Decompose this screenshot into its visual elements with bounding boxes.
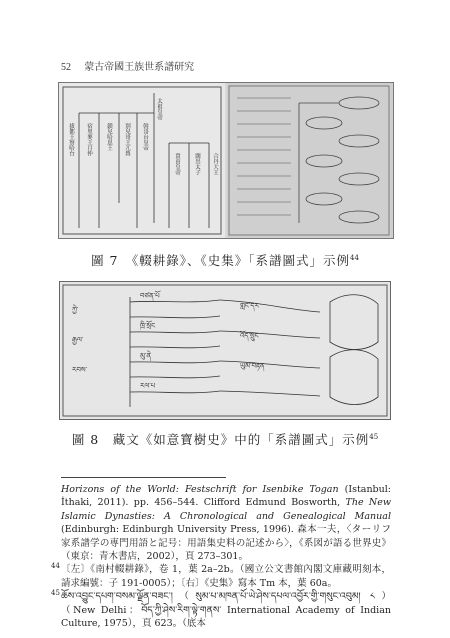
svg-text:བཙན་པོ: བཙན་པོ xyxy=(140,292,160,300)
svg-text:斡哥台皇帝: 斡哥台皇帝 xyxy=(142,123,148,151)
figure-7-image xyxy=(58,82,394,239)
figure-8-footnote-ref: 45 xyxy=(369,432,379,441)
footnote-44-text: 〔左〕《南村輟耕錄》，卷 1，葉 2a–2b。（國立公文書館內閣文庫藏明刻本，請求編號：子 191-0005）；〔右〕《史集》寫本 Tm 本，葉 60a。 xyxy=(61,564,391,589)
figure-8-image xyxy=(59,281,391,420)
svg-text:རལ་པ: རལ་པ xyxy=(140,382,156,390)
footnote-44-number: 44 xyxy=(51,562,60,571)
running-title: 蒙古帝國王族世系譜研究 xyxy=(84,62,195,73)
svg-text:貴由皇帝: 貴由皇帝 xyxy=(174,153,180,175)
genealogy-chart-illustration xyxy=(59,83,393,238)
footnote-44 xyxy=(51,562,391,590)
svg-text:ཡུམ་བརྟན: ཡུམ་བརྟན xyxy=(240,362,265,370)
svg-text:闊出太子: 闊出太子 xyxy=(194,153,200,175)
footnote-45-text: （New Delhi： xyxy=(61,604,142,616)
svg-text:འོད་སྲུང: འོད་སྲུང xyxy=(240,332,259,340)
svg-text:ཀྱེ་: ཀྱེ་ xyxy=(72,306,79,314)
footnote-rule xyxy=(61,477,226,478)
running-header xyxy=(61,58,391,73)
footnote-45-tibetan-title: ཆོས་འབྱུང་དཔག་བསམ་ལྗོན་བཟང་། xyxy=(61,591,173,603)
cited-text-2: (Edinburgh: Edinburgh University Press, 1996). 森本一夫，〈ターリフ家系譜学の専門用語と記号：用語集史料の記述から〉，《系図が語る世界史》（東京：青木書店，2002），頁 273–301。 xyxy=(61,524,391,563)
svg-text:合丹大王: 合丹大王 xyxy=(212,153,218,175)
footnote-continuation xyxy=(61,483,391,563)
cited-text-1: (Istanbul: İthaki, 2011). pp. 456–544. Clifford Edmund Bosworth, xyxy=(61,484,391,509)
footnote-45 xyxy=(51,589,391,630)
tibetan-genealogy-illustration xyxy=(60,282,390,419)
svg-text:宿里麥王月仲: 宿里麥王月仲 xyxy=(86,123,92,156)
cited-title-2: The New Islamic Dynasties: A Chronological and Genealogical Manual xyxy=(61,497,391,522)
svg-text:拔都王察哈台: 拔都王察哈台 xyxy=(68,123,74,156)
footnote-45-tibetan-series: （སུམ་པ་མཁན་པོ་ཡེ་ཤེས་དཔལ་འབྱོར་གྱི་གསུང་འབུམ། ༨） xyxy=(172,591,391,603)
cited-title-1: Horizons of the World: Festschrift for Isenbike Togan xyxy=(61,484,339,495)
figure-8-caption-text: 圖 8 藏文《如意寶樹史》中的「系譜圖式」示例 xyxy=(71,432,370,447)
page-number: 52 xyxy=(61,62,71,73)
svg-text:རབས་: རབས་ xyxy=(72,366,88,374)
svg-text:གླང་དར: གླང་དར xyxy=(240,302,259,310)
svg-text:別兒哥王兀魯: 別兒哥王兀魯 xyxy=(124,123,130,156)
figure-7-caption xyxy=(40,251,410,269)
svg-text:མུ་ནེ: མུ་ནེ xyxy=(140,352,152,360)
figure-8-caption xyxy=(40,430,410,448)
figure-7-footnote-ref: 44 xyxy=(350,253,359,262)
svg-text:རྒྱལ་: རྒྱལ་ xyxy=(72,336,84,344)
footnote-45-number: 45 xyxy=(51,589,60,598)
footnote-45-tibetan-publisher-2: ཤེས་རིག་ལྟེ་གནས་ xyxy=(162,604,222,616)
figure-7-caption-text: 圖 7 《輟耕錄》、《史集》「系譜圖式」示例 xyxy=(91,253,350,268)
footnotes xyxy=(51,483,391,630)
svg-text:ཁྲི་སྲོང: ཁྲི་སྲོང xyxy=(140,322,156,330)
footnote-45-text-2: International Academy of Indian Culture, 1975），頁 623。（底本 xyxy=(61,604,391,630)
footnote-45-tibetan-publisher: བོད་ཀྱི་ xyxy=(141,604,163,616)
svg-text:鎖兒哈思王: 鎖兒哈思王 xyxy=(106,123,112,151)
svg-text:太祖皇帝: 太祖皇帝 xyxy=(156,98,162,120)
